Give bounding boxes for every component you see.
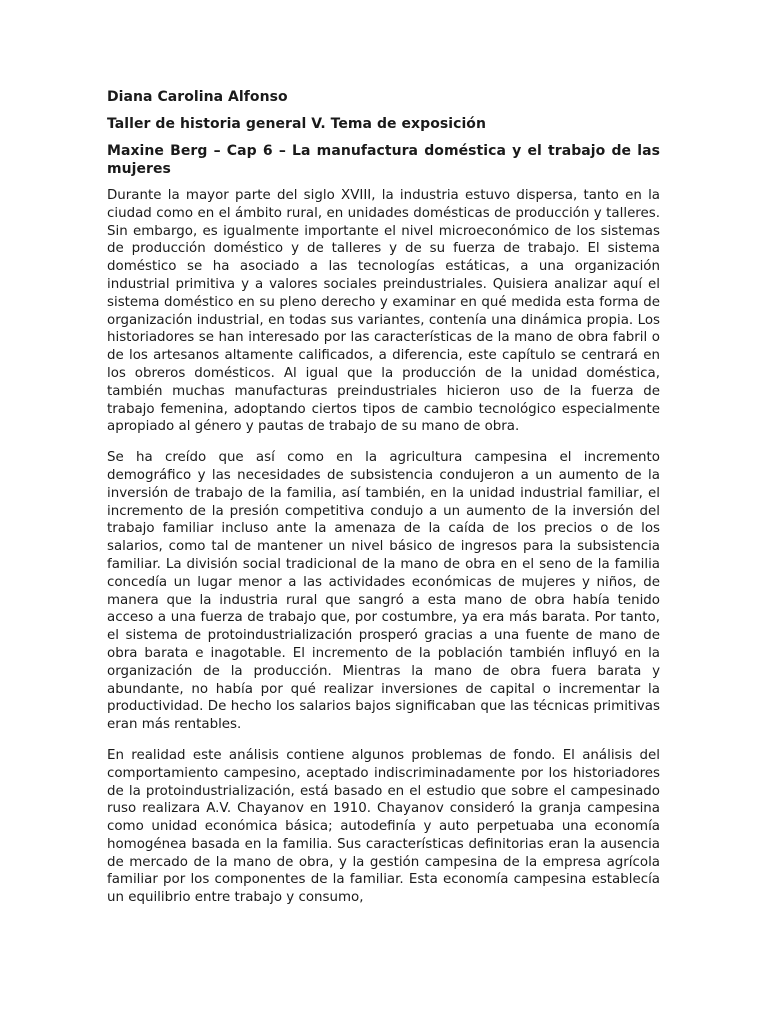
paragraph-3: En realidad este análisis contiene algunos problemas de fondo. El análisis del comportamiento campesino, aceptado indiscriminadamente por los historiadores de la protoindustrialización, está basado en el estudio que sobre el campesinado ruso realizara A.V. Chayanov en 1910. Chayanov consideró la granja campesina como unidad económica básica; autodefinía y auto perpetuaba una economía homogénea basada en la familia. Sus características definitorias eran la ausencia de mercado de la mano de obra, y la gestión campesina de la empresa agrícola familiar por los componentes de la familiar. Esta economía campesina establecía un equilibrio entre trabajo y consumo,: [107, 747, 660, 906]
chapter-title: Maxine Berg – Cap 6 – La manufactura doméstica y el trabajo de las mujeres: [107, 143, 660, 177]
author-name: Diana Carolina Alfonso: [107, 89, 288, 105]
course-title: Taller de historia general V. Tema de exposición: [107, 116, 486, 132]
paragraph-2: Se ha creído que así como en la agricultura campesina el incremento demográfico y las necesidades de subsistencia condujeron a un aumento de la inversión de trabajo de la familia, así también, en la unidad industrial familiar, el incremento de la presión competitiva condujo a un aumento de la inversión del trabajo familiar incluso ante la amenaza de la caída de los precios o de los salarios, como tal de mantener un nivel básico de ingresos para la subsistencia familiar. La división social tradicional de la mano de obra en el seno de la familia concedía un lugar menor a las actividades económicas de mujeres y niños, de manera que la industria rural que sangró a esta mano de obra había tenido acceso a una fuerza de trabajo que, por costumbre, ya era más barata. Por tanto, el sistema de protoindustrialización prosperó gracias a una fuente de mano de obra barata e inagotable. El incremento de la población también influyó en la organización de la producción. Mientras la mano de obra fuera barata y abundante, no había por qué realizar inversiones de capital o incrementar la productividad. De hecho los salarios bajos significaban que las técnicas primitivas eran más rentables.: [107, 450, 660, 733]
paragraph-1: Durante la mayor parte del siglo XVIII, la industria estuvo dispersa, tanto en la ciudad como en el ámbito rural, en unidades domésticas de producción y talleres. Sin embargo, es igualmente importante el nivel microeconómico de los sistemas de producción doméstico y de talleres y de su fuerza de trabajo. El sistema doméstico se ha asociado a las tecnologías estáticas, a una organización industrial primitiva y a valores sociales preindustriales. Quisiera analizar aquí el sistema doméstico en su pleno derecho y examinar en qué medida esta forma de organización industrial, en todas sus variantes, contenía una dinámica propia. Los historiadores se han interesado por las características de la mano de obra fabril o de los artesanos altamente calificados, a diferencia, este capítulo se centrará en los obreros domésticos. Al igual que la producción de la unidad doméstica, también muchas manufacturas preindustriales hicieron uso de la fuerza de trabajo femenina, adoptando ciertos tipos de cambio tecnológico especialmente apropiado al género y pautas de trabajo de su mano de obra.: [107, 188, 660, 435]
document-content: [107, 88, 660, 920]
